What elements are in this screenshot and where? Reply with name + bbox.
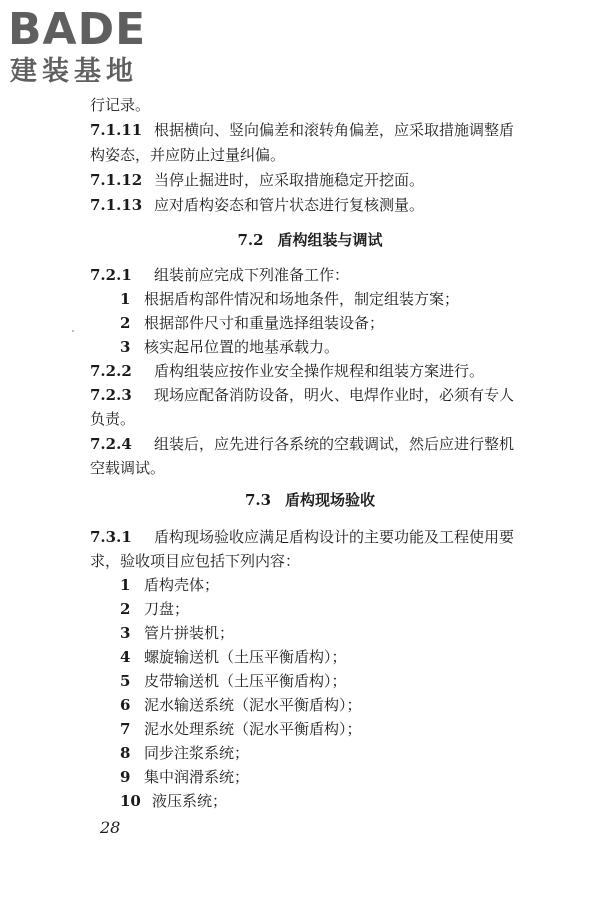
- list-item: [120, 573, 580, 597]
- clause-number: 7.3.1: [90, 528, 132, 546]
- item-number: 5: [120, 672, 131, 690]
- clause-number: 7.2.4: [90, 435, 132, 453]
- clause-7-2-3: [90, 383, 550, 407]
- item-number: 3: [120, 338, 131, 356]
- clause-text: 组装后，应先进行各系统的空载调试，然后应进行整机: [154, 435, 515, 453]
- item-text: 同步注浆系统；: [144, 744, 250, 762]
- item-text: 皮带输送机（土压平衡盾构）；: [144, 672, 347, 690]
- clause-number: 7.1.12: [90, 171, 143, 189]
- section-number: 7.2: [237, 231, 264, 249]
- clause-number: 7.2.1: [90, 266, 132, 284]
- clause-7-2-4-cont: 空载调试。: [90, 459, 166, 477]
- list-item: [120, 669, 580, 693]
- clause-7-2-3-cont: 负责。: [90, 410, 136, 428]
- item-number: 9: [120, 768, 131, 786]
- logo-subtitle: 建装基地: [10, 56, 138, 87]
- section-heading-7-2: [60, 228, 560, 252]
- clause-7-3-1: [90, 525, 550, 549]
- item-text: 核实起吊位置的地基承载力。: [144, 338, 340, 356]
- list-item: [120, 335, 580, 359]
- list-item: [120, 717, 580, 741]
- clause-number: 7.1.11: [90, 121, 143, 139]
- item-text: 根据盾构部件情况和场地条件，制定组装方案；: [144, 290, 460, 308]
- scan-speck: [72, 330, 74, 332]
- clause-7-2-4: [90, 432, 550, 456]
- item-number: 8: [120, 744, 131, 762]
- item-number: 6: [120, 696, 131, 714]
- list-item: [120, 597, 580, 621]
- clause-number: 7.2.2: [90, 362, 132, 380]
- item-text: 集中润滑系统；: [144, 768, 250, 786]
- list-item: [120, 789, 580, 813]
- clause-text: 根据横向、竖向偏差和滚转角偏差，应采取措施调整盾: [154, 121, 515, 139]
- clause-text: 当停止掘进时，应采取措施稳定开挖面。: [154, 171, 425, 189]
- list-item: [120, 741, 580, 765]
- section-heading-7-3: [60, 488, 560, 512]
- clause-7-1-12: [90, 168, 550, 192]
- section-title: 盾构现场验收: [285, 491, 376, 509]
- list-item: [120, 621, 580, 645]
- clause-number: 7.1.13: [90, 196, 143, 214]
- list-item: [120, 765, 580, 789]
- clause-7-1-11-cont: 构姿态，并应防止过量纠偏。: [90, 146, 286, 164]
- logo-wordmark: BADE: [8, 4, 147, 55]
- carry-over-text: 行记录。: [90, 96, 151, 114]
- item-number: 4: [120, 648, 131, 666]
- clause-text: 盾构现场验收应满足盾构设计的主要功能及工程使用要: [154, 528, 515, 546]
- clause-7-3-1-cont: 求，验收项目应包括下列内容：: [90, 552, 301, 570]
- item-number: 1: [120, 576, 131, 594]
- section-number: 7.3: [244, 491, 272, 509]
- clause-7-2-1: [90, 263, 550, 287]
- list-item: [120, 287, 580, 311]
- item-text: 刀盘；: [144, 600, 190, 618]
- page-number: 28: [100, 818, 121, 837]
- item-text: 盾构壳体；: [144, 576, 220, 594]
- item-number: 1: [120, 290, 131, 308]
- list-item: [120, 693, 580, 717]
- item-number: 2: [120, 600, 131, 618]
- item-number: 2: [120, 314, 131, 332]
- item-number: 3: [120, 624, 131, 642]
- list-item: [120, 311, 580, 335]
- clause-7-1-11: [90, 118, 550, 142]
- item-text: 泥水处理系统（泥水平衡盾构）；: [144, 720, 362, 738]
- clause-text: 组装前应完成下列准备工作：: [154, 266, 350, 284]
- item-text: 管片拼装机；: [144, 624, 235, 642]
- clause-7-1-13: [90, 193, 550, 217]
- clause-number: 7.2.3: [90, 386, 132, 404]
- item-number: 7: [120, 720, 131, 738]
- section-title: 盾构组装与调试: [277, 231, 383, 249]
- clause-text: 应对盾构姿态和管片状态进行复核测量。: [154, 196, 425, 214]
- item-number: 10: [120, 792, 141, 810]
- clause-text: 盾构组装应按作业安全操作规程和组装方案进行。: [154, 362, 485, 380]
- item-text: 螺旋输送机（土压平衡盾构）；: [144, 648, 347, 666]
- item-text: 泥水输送系统（泥水平衡盾构）；: [144, 696, 362, 714]
- item-text: 根据部件尺寸和重量选择组装设备；: [144, 314, 385, 332]
- list-item: [120, 645, 580, 669]
- clause-7-2-2: [90, 359, 550, 383]
- item-text: 液压系统；: [152, 792, 228, 810]
- clause-text: 现场应配备消防设备，明火、电焊作业时，必须有专人: [154, 386, 515, 404]
